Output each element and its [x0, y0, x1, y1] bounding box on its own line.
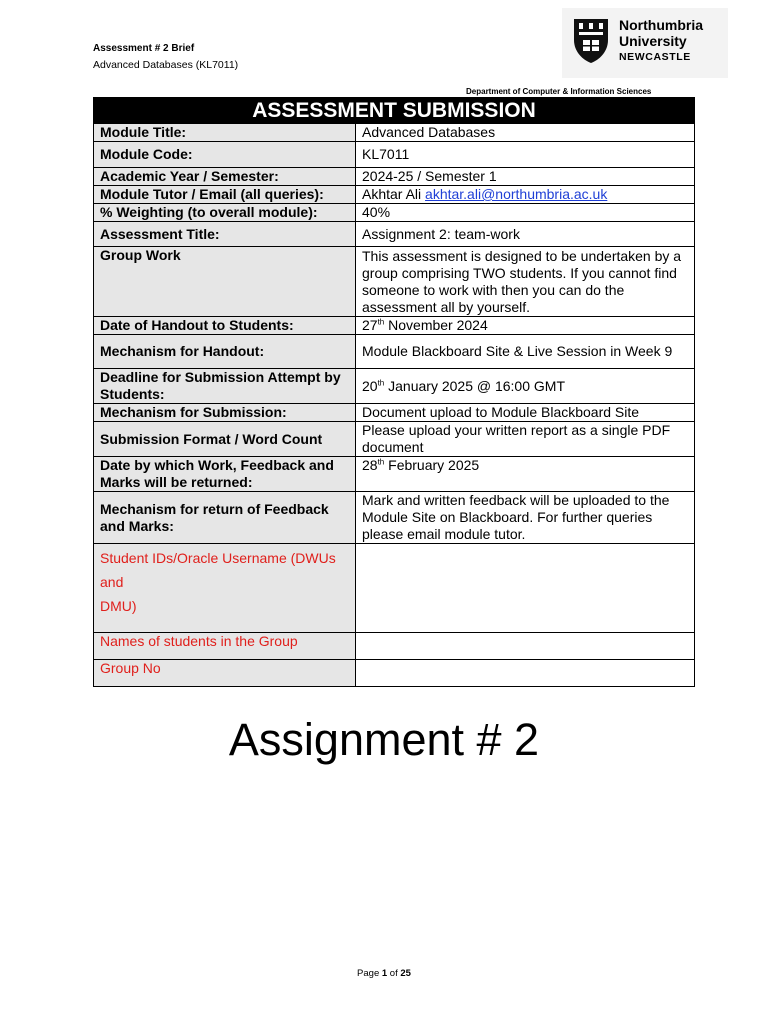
- deadline-rest: January 2025 @ 16:00 GMT: [384, 377, 565, 394]
- return-mechanism-value: Mark and written feedback will be uploaded to the Module Site on Blackboard. For further queries please email module tutor.: [356, 492, 695, 544]
- return-date-value: [356, 457, 695, 492]
- table-banner: ASSESSMENT SUBMISSION: [94, 98, 695, 124]
- university-logo: [562, 8, 728, 78]
- module-tutor-value: [356, 186, 695, 204]
- page-total: 25: [400, 968, 411, 979]
- module-title-value: Advanced Databases: [356, 124, 695, 142]
- submission-mechanism-value: Document upload to Module Blackboard Site: [356, 404, 695, 422]
- page-footer: [0, 968, 768, 979]
- group-no-field[interactable]: [356, 660, 695, 687]
- handout-date-label: Date of Handout to Students:: [94, 317, 356, 335]
- submission-format-label: Submission Format / Word Count: [94, 422, 356, 457]
- academic-year-value: 2024-25 / Semester 1: [356, 168, 695, 186]
- tutor-name: Akhtar Ali: [362, 186, 422, 202]
- document-header-subtitle: Advanced Databases (KL7011): [93, 59, 239, 71]
- assessment-submission-table: [93, 97, 695, 687]
- return-mechanism-label: Mechanism for return of Feedback and Marks:: [94, 492, 356, 544]
- handout-mechanism-label: Mechanism for Handout:: [94, 335, 356, 369]
- student-ids-line3: DMU): [100, 598, 137, 614]
- submission-mechanism-label: Mechanism for Submission:: [94, 404, 356, 422]
- module-code-value: KL7011: [356, 142, 695, 168]
- page-number: 1: [381, 968, 388, 979]
- module-code-label: Module Code:: [94, 142, 356, 168]
- student-ids-line1: Student IDs/Oracle Username (DWUs: [100, 550, 336, 566]
- group-work-label: Group Work: [94, 247, 356, 317]
- return-date-rest: February 2025: [384, 457, 480, 473]
- student-ids-line2: and: [100, 574, 124, 590]
- logo-name-line2: University: [619, 33, 687, 49]
- student-names-field[interactable]: [356, 633, 695, 660]
- handout-date-value: [356, 317, 695, 335]
- tutor-email-link[interactable]: akhtar.ali@northumbria.ac.uk: [425, 186, 608, 202]
- handout-date-rest: November 2024: [384, 317, 488, 333]
- weighting-label: % Weighting (to overall module):: [94, 204, 356, 222]
- handout-date-day: 27: [362, 317, 378, 333]
- module-tutor-label: Module Tutor / Email (all queries):: [94, 186, 356, 204]
- student-ids-label: [94, 544, 356, 633]
- deadline-day: 20: [362, 377, 378, 394]
- deadline-label: Deadline for Submission Attempt by Students:: [94, 369, 356, 404]
- assessment-title-label: Assessment Title:: [94, 222, 356, 247]
- assessment-title-value: Assignment 2: team-work: [356, 222, 695, 247]
- assignment-title: Assignment # 2: [228, 714, 540, 765]
- handout-mechanism-value: Module Blackboard Site & Live Session in Week 9: [356, 335, 695, 369]
- document-header-title: Assessment # 2 Brief: [93, 43, 195, 54]
- student-ids-field[interactable]: [356, 544, 695, 633]
- page-word: Page: [357, 968, 382, 979]
- student-names-label: Names of students in the Group: [94, 633, 356, 660]
- of-word: of: [387, 968, 401, 979]
- group-no-label: Group No: [94, 660, 356, 687]
- deadline-value: [356, 369, 695, 404]
- return-date-suffix: th: [377, 457, 385, 467]
- logo-name-line1: Northumbria: [619, 17, 703, 33]
- academic-year-label: Academic Year / Semester:: [94, 168, 356, 186]
- submission-format-value: Please upload your written report as a single PDF document: [356, 422, 695, 457]
- module-title-label: Module Title:: [94, 124, 356, 142]
- deadline-suffix: th: [377, 377, 385, 387]
- weighting-value: 40%: [356, 204, 695, 222]
- return-date-day: 28: [362, 457, 378, 473]
- handout-date-suffix: th: [377, 317, 385, 327]
- department-label: Department of Computer & Information Sciences: [466, 87, 652, 96]
- return-date-label: Date by which Work, Feedback and Marks will be returned:: [94, 457, 356, 492]
- shield-icon: [573, 18, 609, 64]
- group-work-value: This assessment is designed to be undertaken by a group comprising TWO students. If you cannot find someone to work with then you can do the assessment all by yourself.: [356, 247, 695, 317]
- logo-city: NEWCASTLE: [619, 51, 691, 63]
